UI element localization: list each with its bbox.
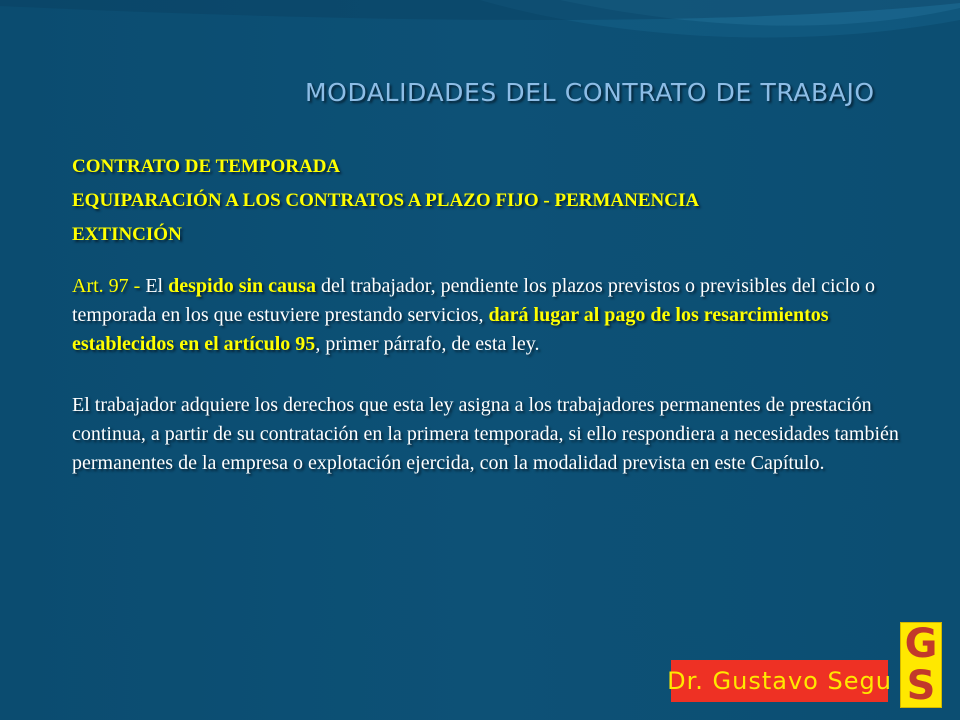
article-highlight-despido: despido sin causa bbox=[168, 275, 316, 297]
article-text-3: , primer párrafo, de esta ley. bbox=[315, 333, 540, 355]
signature-banner bbox=[667, 660, 892, 702]
decorative-swoosh bbox=[0, 0, 960, 140]
article-text-1: El bbox=[145, 275, 169, 297]
logo-letter-g: G bbox=[904, 621, 938, 667]
article-97-paragraph bbox=[72, 272, 932, 359]
article-text-2: del trabajador, pendiente los plazos previstos o previsibles del ciclo o temporada en los que estuviere prestando servicios, bbox=[72, 275, 875, 326]
article-label: Art. 97 - bbox=[72, 275, 146, 297]
article-highlight-resarcimientos: dará lugar al pago de los resarcimientos establecidos en el artículo 95 bbox=[72, 304, 829, 355]
signature-text: Dr. Gustavo Segu bbox=[667, 667, 892, 695]
slide-title: MODALIDADES DEL CONTRATO DE TRABAJO bbox=[305, 78, 875, 107]
trabajador-paragraph: El trabajador adquiere los derechos que esta ley asigna a los trabajadores permanentes de prestación continua, a partir de su contratación en la primera temporada, si ello respondiera a necesidades también permanentes de la empresa o explotación ejercida, con la modalidad prevista en este Capítulo. bbox=[72, 394, 899, 474]
heading-contrato-temporada: CONTRATO DE TEMPORADA bbox=[72, 156, 341, 177]
slide-content bbox=[72, 150, 932, 478]
gs-logo bbox=[900, 622, 942, 708]
heading-equiparacion: EQUIPARACIÓN A LOS CONTRATOS A PLAZO FIJO - PERMANENCIA bbox=[72, 190, 700, 211]
heading-extincion: EXTINCIÓN bbox=[72, 224, 182, 245]
logo-letter-s: S bbox=[906, 663, 936, 709]
